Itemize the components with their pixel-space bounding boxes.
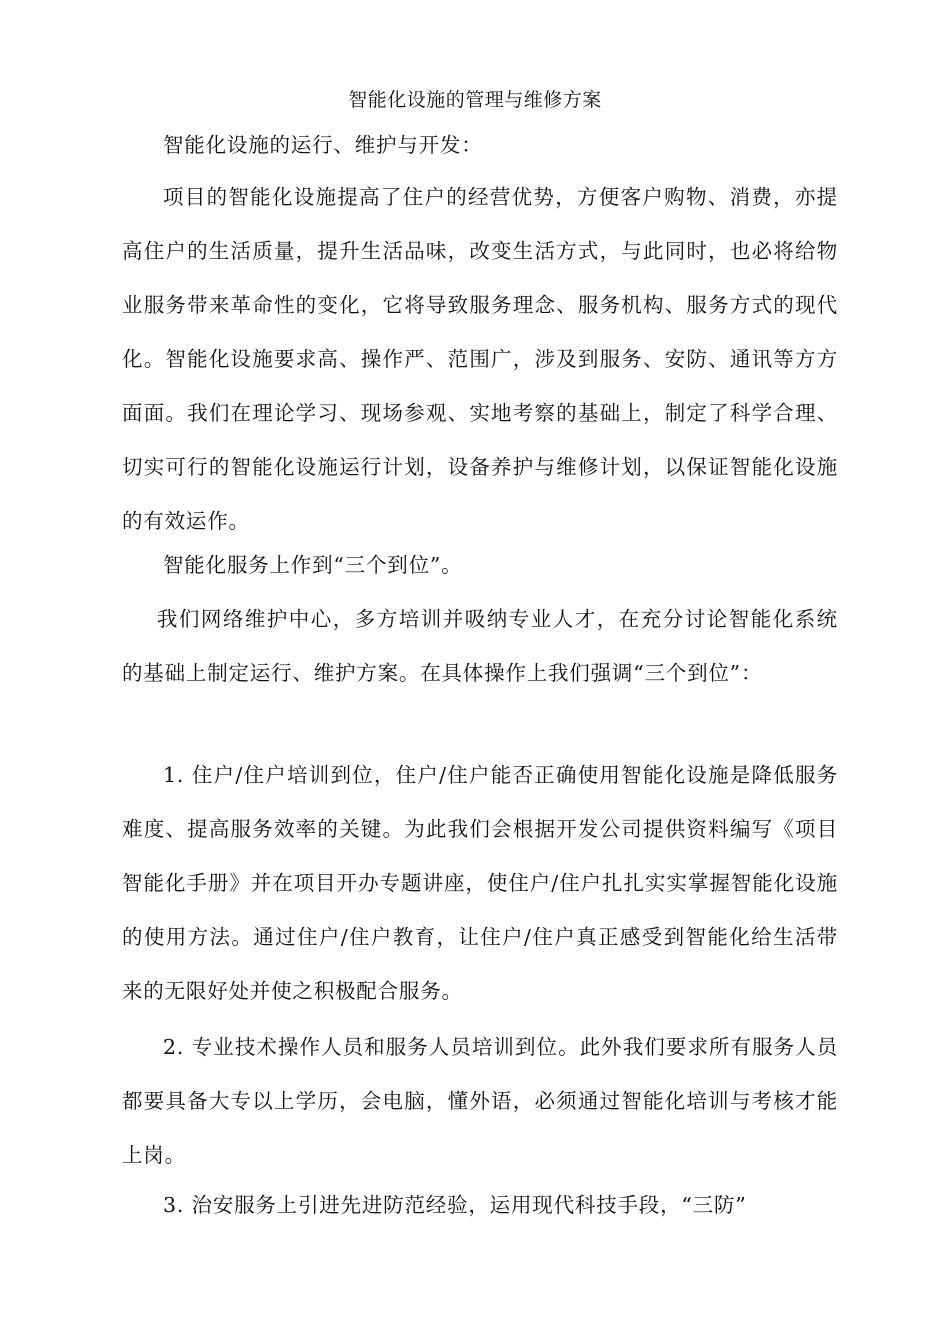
body-paragraph: 我们网络维护中心，多方培训并吸纳专业人才，在充分讨论智能化系统的基础上制定运行、维护方案。在具体操作上我们强调“三个到位”： [122, 607, 838, 685]
subsection-heading: 智能化服务上作到“三个到位”。 [163, 553, 463, 577]
document-title: 智能化设施的管理与维修方案 [348, 89, 602, 111]
numbered-item-3: 3. 治安服务上引进先进防范经验，运用现代科技手段，“三防” [163, 1193, 747, 1217]
numbered-item-1: 1. 住户/住户培训到位，住户/住户能否正确使用智能化设施是降低服务难度、提高服务效率的关键。为此我们会根据开发公司提供资料编写《项目智能化手册》并在项目开办专题讲座，使住户/住户扎扎实实掌握智能化设施的使用方法。通过住户/住户教育，让住户/住户真正感受到智能化给生活带来的无限好处并使之积极配合服务。 [122, 763, 838, 1003]
numbered-item-2: 2. 专业技术操作人员和服务人员培训到位。此外我们要求所有服务人员都要具备大专以上学历，会电脑，懂外语，必须通过智能化培训与考核才能上岗。 [122, 1035, 838, 1167]
section-heading: 智能化设施的运行、维护与开发： [163, 133, 483, 157]
body-paragraph: 项目的智能化设施提高了住户的经营优势，方便客户购物、消费，亦提高住户的生活质量，提升生活品味，改变生活方式，与此同时，也必将给物业服务带来革命性的变化，它将导致服务理念、服务机构、服务方式的现代化。智能化设施要求高、操作严、范围广，涉及到服务、安防、通讯等方方面面。我们在理论学习、现场参观、实地考察的基础上，制定了科学合理、切实可行的智能化设施运行计划，设备养护与维修计划，以保证智能化设施的有效运作。 [122, 185, 838, 533]
